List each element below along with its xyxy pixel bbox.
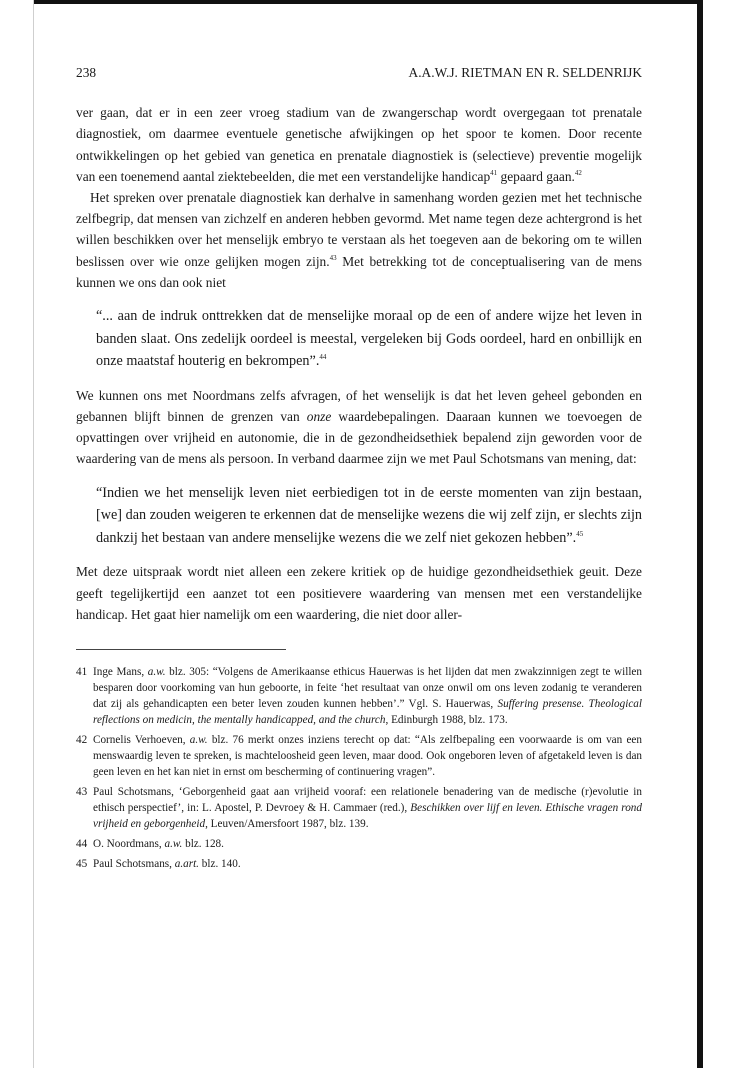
footnote-42: 42 Cornelis Verhoeven, a.w. blz. 76 merkt onzes inziens terecht op dat: “Als zelfbepaling een voorwaarde is om van een menswaardig leven te spreken, is machteloosheid geen leven, maar dood. Ook ongeboren leven of afgetakeld leven is dan geen leven en het kan niet in ernst om bescherming of continuering vragen”. xyxy=(76,734,642,779)
paragraph-3: We kunnen ons met Noordmans zelfs afvragen, of het wenselijk is dat het leven geheel gebonden en gebannen blijft binnen de grenzen van onze waardebepalingen. Daaraan kunnen we toevoegen de opvattingen over vrijheid en autonomie, die in de gezondheidsethiek bepalend zijn geworden voor de waardering van de mens als persoon. In verband daarmee zijn we met Paul Schotsmans van mening, dat: xyxy=(76,387,642,467)
footnote-45: 45 Paul Schotsmans, a.art. blz. 140. xyxy=(76,858,241,871)
block-quote-1: “... aan de indruk onttrekken dat de menselijke moraal op de een of andere wijze het leven in banden slaat. Ons zedelijk oordeel is meestal, vergeleken bij Gods oordeel, hard en onbillijk en onze maatstaf houterig en bekrompen”.$^{44}$ xyxy=(96,308,642,370)
scan-border-top xyxy=(33,0,703,4)
block-quote-2: “Indien we het menselijk leven niet eerbiedigen tot in de eerste momenten van zijn bestaan, [we] dan zouden weigeren te erkennen dat de menselijke wezens die wij zelf zijn, er slechts zijn dankzij het bestaan van andere menselijke wezens die we zelf niet gekozen hebben”.$^{45}$ xyxy=(96,484,642,546)
footnote-ref[interactable]: 44 xyxy=(319,353,327,362)
footnote-44: 44 O. Noordmans, a.w. blz. 128. xyxy=(76,838,224,851)
running-title: A.A.W.J. RIETMAN EN R. SELDENRIJK xyxy=(408,65,642,80)
footnote-ref[interactable]: 43 xyxy=(329,253,337,262)
footnote-divider xyxy=(76,649,286,650)
footnote-ref[interactable]: 45 xyxy=(576,529,584,538)
paragraph-2: Het spreken over prenatale diagnostiek kan derhalve in samenhang worden gezien met het technische zelfbegrip, dat mensen van zichzelf en anderen hebben gevormd. Met name tegen deze achtergrond is het willen beschikken over het menselijk embryo te verstaan als het toegeven aan de bekoring om te willen beslissen over wie onze gelijken mogen zijn.$^{43}$ Met betrekking tot de conceptualisering van de mens kunnen we ons dan ook niet xyxy=(76,190,642,290)
paragraph-1: ver gaan, dat er in een zeer vroeg stadium van de zwangerschap wordt overgegaan tot prenatale diagnostiek, om daarmee eventuele genetische afwijkingen op het spoor te komen. Door recente ontwikkelingen op het gebied van genetica en prenatale diagnostiek is (selectieve) preventie mogelijk van een toenemend aantal ziektebeelden, die met een verstandelijke handicap$^{41}$ gepaard gaan.$^{42}$ xyxy=(76,105,642,184)
page xyxy=(76,62,642,876)
scan-border-left xyxy=(33,0,34,1068)
running-header xyxy=(76,62,642,83)
scan-border-right xyxy=(697,0,703,1068)
footnote-43: 43 Paul Schotsmans, ‘Geborgenheid gaat aan vrijheid vooraf: een relationele benadering van de medische (r)evolutie in ethisch perspectief’, in: L. Apostel, P. Devroey & H. Cammaer (red.), Beschikken over lijf en leven. Ethische vragen rond vrijheid en geborgenheid, Leuven/Amersfoort 1987, blz. 139. xyxy=(76,786,642,831)
paragraph-4: Met deze uitspraak wordt niet alleen een zekere kritiek op de huidige gezondheidsethiek geuit. Deze geeft tegelijkertijd een aanzet tot een positievere waardering van mensen met een verstandelijke handicap. Het gaat hier namelijk om een waardering, die niet door aller- xyxy=(76,564,642,622)
footnote-ref[interactable]: 41 xyxy=(490,168,498,177)
footnote-ref[interactable]: 42 xyxy=(574,168,582,177)
page-number: 238 xyxy=(76,65,97,80)
footnote-41: 41 Inge Mans, a.w. blz. 305: “Volgens de Amerikaanse ethicus Hauerwas is het lijden dat men zwakzinnigen zegt te willen besparen door voorkoming van hun geboorte, in feite ‘het resultaat van onze onwil om ons leven zodanig te veranderen dat zij als gehandicapten een beter leven zouden kunnen hebben’.” Vgl. S. Hauerwas, Suffering presense. Theological reflections on medicin, the mentally handicapped, and the church, Edinburgh 1988, blz. 173. xyxy=(76,666,643,727)
